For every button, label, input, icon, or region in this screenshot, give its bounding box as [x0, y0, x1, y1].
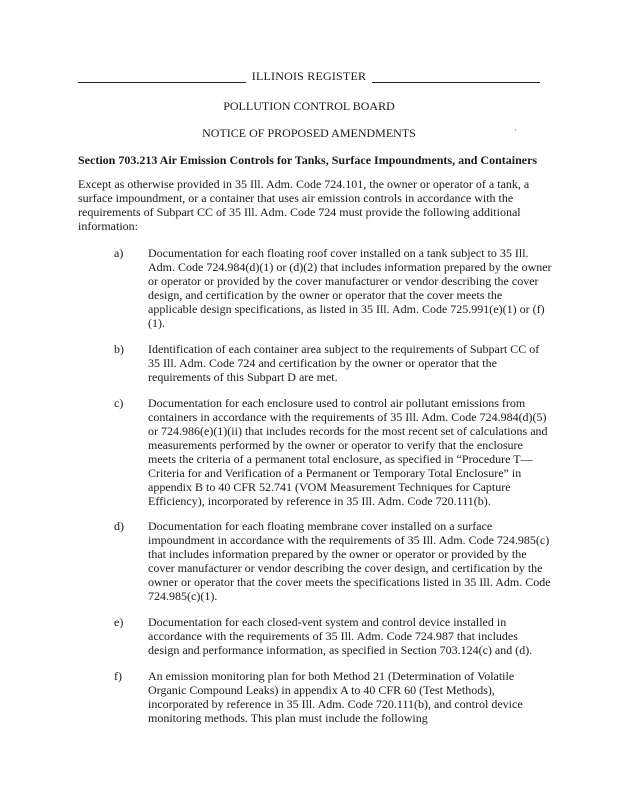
list-item-label: d)	[114, 519, 124, 533]
intro-paragraph: Except as otherwise provided in 35 Ill. Adm. Code 724.101, the owner or operator of a tank, a surface impoundment, or a container that uses air emission controls in accordance with the requirements of Subpart CC of 35 Ill. Adm. Code 724 must provide the following additional information:	[78, 177, 530, 233]
list-item-label: a)	[114, 246, 124, 260]
list-item-label: c)	[114, 396, 124, 410]
list-item-label: e)	[114, 615, 124, 629]
list-item-label: b)	[114, 342, 124, 356]
list-item-text: Documentation for each closed-vent system and control device installed in accordance with the requirements of 35 Ill. Adm. Code 724.987 that includes design and performance information, as specified in Section 703.124(c) and (d).	[148, 615, 533, 657]
section-heading: Section 703.213 Air Emission Controls for Tanks, Surface Impoundments, and Containers	[78, 153, 538, 167]
stray-mark: `	[514, 128, 517, 138]
register-title-text: ILLINOIS REGISTER	[246, 69, 372, 83]
list-item-text: Identification of each container area subject to the requirements of Subpart CC of 35 Ill. Adm. Code 724 and certification by the owner or operator that the requirements of this Subpart D are met.	[148, 342, 540, 384]
board-name: POLLUTION CONTROL BOARD	[223, 99, 395, 113]
list-item-text: Documentation for each enclosure used to control air pollutant emissions from containers in accordance with the requirements of 35 Ill. Adm. Code 724.984(d)(5) or 724.986(e)(1)(ii) that includes records for the most recent set of calculations and measurements performed by the owner or operator to verify that the enclosure meets the criteria of a permanent total enclosure, as specified in “Procedure T—Criteria for and Verification of a Permanent or Temporary Total Enclosure” in appendix B to 40 CFR 52.741 (VOM Measurement Techniques for Capture Efficiency), incorporated by reference in 35 Ill. Adm. Code 720.111(b).	[148, 396, 548, 508]
list-item-text: Documentation for each floating roof cover installed on a tank subject to 35 Ill. Adm. Code 724.984(d)(1) or (d)(2) that includes information prepared by the owner or operator or provided by the cover manufacturer or vendor describing the cover design, and certification by the owner or operator that the cover meets the applicable design specifications, as listed in 35 Ill. Adm. Code 725.991(e)(1) or (f)(1).	[148, 246, 552, 330]
list-item-label: f)	[114, 669, 122, 683]
list-item-text: Documentation for each floating membrane cover installed on a surface impoundment in accordance with the requirements of 35 Ill. Adm. Code 724.985(c) that includes information prepared by the owner or operator or provided by the cover manufacturer or vendor describing the cover design, and certification by the owner or operator that the cover meets the specifications listed in 35 Ill. Adm. Code 724.985(c)(1).	[148, 519, 551, 603]
notice-title: NOTICE OF PROPOSED AMENDMENTS	[202, 126, 416, 140]
list-item-text: An emission monitoring plan for both Method 21 (Determination of Volatile Organic Compound Leaks) in appendix A to 40 CFR 60 (Test Methods), incorporated by reference in 35 Ill. Adm. Code 720.111(b), and control device monitoring methods. This plan must include the following	[148, 669, 523, 725]
register-title	[0, 69, 618, 84]
